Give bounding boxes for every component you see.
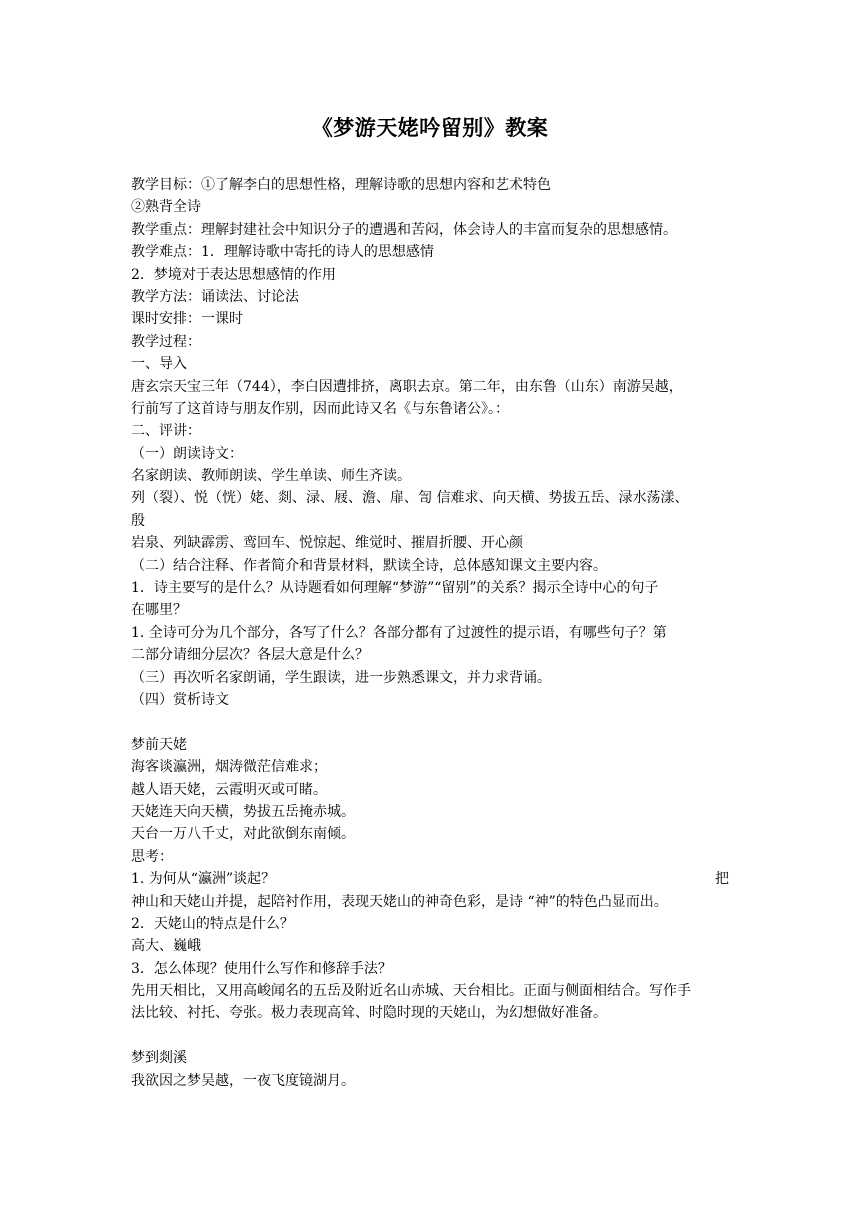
reading-methods-line: 名家朗读、教师朗读、学生单读、师生齐读。 xyxy=(131,468,411,485)
document-body xyxy=(131,174,731,1092)
question-one-line-2: 在哪里？ xyxy=(131,602,187,619)
introduction-heading: 一、导入 xyxy=(131,356,187,373)
introduction-paragraph-line-1: 唐玄宗天宝三年（744），李白因遭排挤，离职去京。第二年，由东鲁（山东）南游吴越， xyxy=(131,378,683,395)
teaching-goal-line: 教学目标：①了解李白的思想性格，理解诗歌的思想内容和艺术特色 xyxy=(131,177,551,193)
answer-feature-line: 高大、巍峨 xyxy=(131,938,201,955)
question-expression-line: 3．怎么体现？使用什么写作和修辞手法？ xyxy=(131,960,392,977)
teaching-method-line: 教学方法：诵读法、讨论法 xyxy=(131,288,299,305)
thinking-heading: 思考： xyxy=(131,848,173,865)
question-feature-line: 2．天姥山的特点是什么？ xyxy=(131,915,294,932)
listen-again-heading: （三）再次听名家朗诵，学生跟读，进一步熟悉课文，并力求背诵。 xyxy=(131,669,551,686)
pronunciation-line-1: 列（裂）、悦（恍）姥、剡、渌、屐、澹、扉、訇 信难求、向天横、势拔五岳、渌水荡漾、 xyxy=(131,490,689,507)
pronunciation-line-2: 殷 xyxy=(131,512,145,529)
document-title: 《梦游天姥吟留别》教案 xyxy=(311,116,549,140)
question-why-yingzhou-line xyxy=(131,868,729,890)
poem-line-1: 海客谈瀛洲，烟涛微茫信难求； xyxy=(131,759,327,776)
answer-yingzhou-line: 神山和天姥山并提，起陪衬作用，表现天姥山的神奇色彩，是诗 “神”的特色凸显而出。 xyxy=(131,893,668,910)
question-one-line-1: 1．诗主要写的是什么？从诗题看如何理解“梦游”“留别”的关系？揭示全诗中心的句子 xyxy=(131,580,659,597)
teaching-difficulty-line-2: 2．梦境对于表达思想感情的作用 xyxy=(131,266,336,283)
blank-line xyxy=(131,711,731,733)
question-two-line-2: 二部分请细分层次？各层大意是什么？ xyxy=(131,647,369,664)
pronunciation-line-3: 岩泉、列缺霹雳、鸾回车、悦惊起、维觉时、摧眉折腰、开心颜 xyxy=(131,535,523,552)
answer-expression-line-2: 法比较、衬托、夸张。极力表现高耸、时隐时现的天姥山，为幻想做好准备。 xyxy=(131,1005,607,1022)
review-heading: 二、评讲： xyxy=(131,423,201,440)
teaching-difficulty-line: 教学难点：1．理解诗歌中寄托的诗人的思想感情 xyxy=(131,244,434,261)
question-why-yingzhou-text: 1. 为何从“瀛洲”谈起？ xyxy=(131,871,276,888)
teaching-goal-line-2: ②熟背全诗 xyxy=(131,199,201,216)
reading-heading: （一）朗读诗文： xyxy=(131,445,243,462)
section-heading-dream-shanxi: 梦到剡溪 xyxy=(131,1050,187,1067)
comprehension-heading: （二）结合注释、作者简介和背景材料，默读全诗，总体感知课文主要内容。 xyxy=(131,557,607,574)
introduction-paragraph-line-2: 行前写了这首诗与朋友作别，因而此诗又名《与东鲁诸公》。： xyxy=(131,400,509,417)
teaching-process-heading: 教学过程： xyxy=(131,333,201,350)
poem-line-3: 天姥连天向天横，势拔五岳掩赤城。 xyxy=(131,803,355,820)
lesson-time-line: 课时安排：一课时 xyxy=(131,311,243,328)
poem-line-4: 天台一万八千丈，对此欲倒东南倾。 xyxy=(131,826,355,843)
blank-line-2 xyxy=(131,1025,731,1047)
appreciation-heading: （四）赏析诗文 xyxy=(131,691,229,708)
teaching-focus-line: 教学重点：理解封建社会中知识分子的遭遇和苦闷，体会诗人的丰富而复杂的思想感情。 xyxy=(131,221,677,238)
section-heading-before-dream: 梦前天姥 xyxy=(131,736,187,753)
answer-expression-line-1: 先用天相比，又用高峻闻名的五岳及附近名山赤城、天台相比。正面与侧面相结合。写作手 xyxy=(131,983,691,1000)
question-two-line-1: 1. 全诗可分为几个部分，各写了什么？各部分都有了过渡性的提示语，有哪些句子？第 xyxy=(131,624,667,641)
poem-line-2: 越人语天姥，云霞明灭或可睹。 xyxy=(131,781,327,798)
poem-line-5: 我欲因之梦吴越，一夜飞度镜湖月。 xyxy=(131,1072,355,1089)
question-why-yingzhou-tail: 把 xyxy=(715,871,729,888)
